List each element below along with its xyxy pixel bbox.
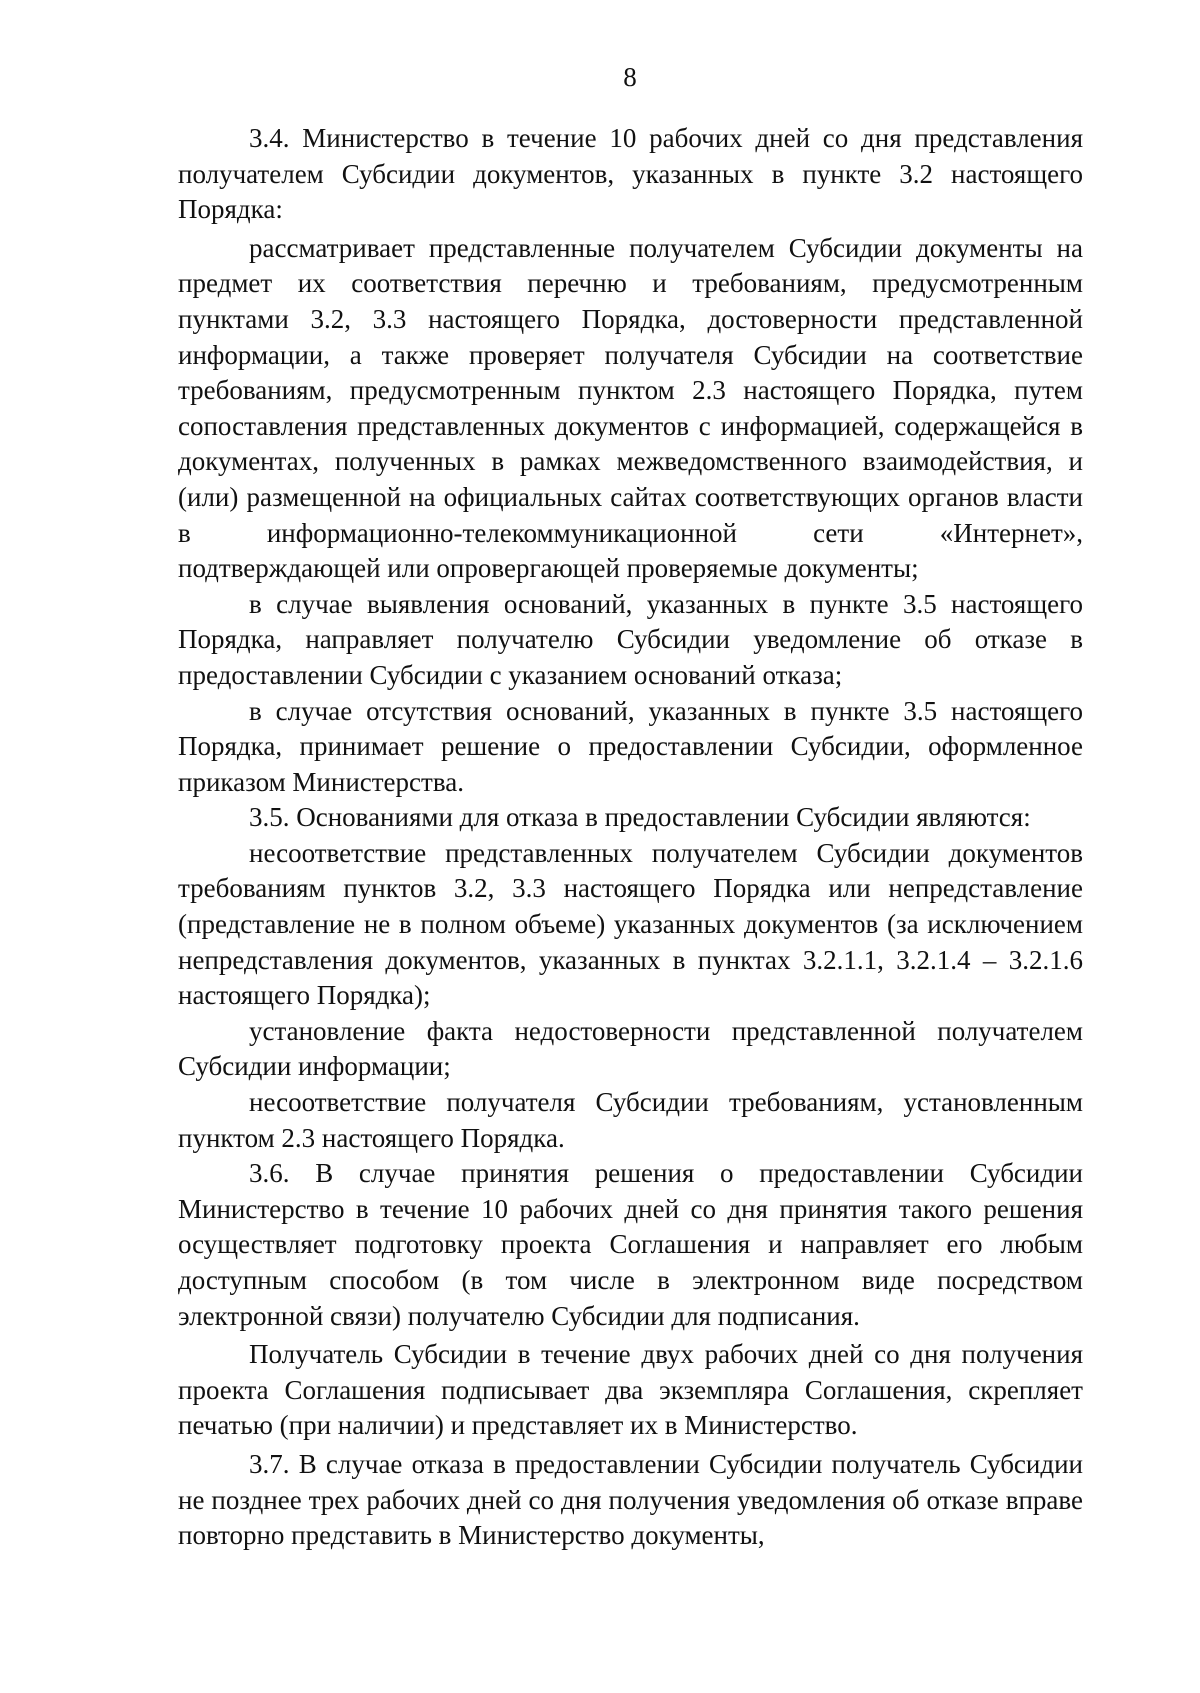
paragraph-review: рассматривает представленные получателем Субсидии документы на предмет их соответствия перечню и требованиям, предусмотренным пунктами 3.2, 3.3 настоящего Порядка, достоверности представленной информации, а также проверяет получателя Субсидии на соответствие требованиям, предусмотренным пунктом 2.3 настоящего Порядка, путем сопоставления представленных документов с информацией, содержащейся в документах, полученных в рамках межведомственного взаимодействия, и (или) размещенной на официальных сайтах соответствующих органов власти в информационно-телекоммуникационной сети «Интернет», подтверждающей или опровергающей проверяемые документы; [178,232,1083,584]
paragraph-3-5: 3.5. Основаниями для отказа в предоставлении Субсидии являются: [249,802,1031,833]
paragraph-false-info: установление факта недостоверности представленной получателем Субсидии информации; [178,1015,1083,1082]
paragraph-grant-decision: в случае отсутствия оснований, указанных в пункте 3.5 настоящего Порядка, принимает решение о предоставлении Субсидии, оформленное приказом Министерства. [178,695,1083,797]
paragraph-3-4: 3.4. Министерство в течение 10 рабочих дней со дня представления получателем Субсидии документов, указанных в пункте 3.2 настоящего Порядка: [178,123,1083,225]
paragraph-agreement-signing: Получатель Субсидии в течение двух рабочих дней со дня получения проекта Соглашения подписывает два экземпляра Соглашения, скрепляет печатью (при наличии) и представляет их в Министерство. [178,1339,1083,1441]
paragraph-nonconformity: несоответствие представленных получателем Субсидии документов требованиям пунктов 3.2, 3.3 настоящего Порядка или непредставление (представление не в полном объеме) указанных документов (за исключением непредставления документов, указанных в пунктах 3.2.1.1, 3.2.1.4 – 3.2.1.6 настоящего Порядка); [178,837,1083,1011]
paragraph-recipient-requirements: несоответствие получателя Субсидии требованиям, установленным пунктом 2.3 настоящего Порядка. [178,1087,1083,1153]
page-number: 8 [623,62,637,92]
paragraph-refusal-notice: в случае выявления оснований, указанных в пункте 3.5 настоящего Порядка, направляет получателю Субсидии уведомление об отказе в предоставлении Субсидии с указанием оснований отказа; [178,588,1083,690]
paragraph-3-6: 3.6. В случае принятия решения о предоставлении Субсидии Министерство в течение 10 рабочих дней со дня принятия такого решения осуществляет подготовку проекта Соглашения и направляет его любым доступным способом (в том числе в электронном виде посредством электронной связи) получателю Субсидии для подписания. [178,1158,1083,1331]
document-body [178,121,1083,1554]
paragraph-3-7: 3.7. В случае отказа в предоставлении Субсидии получатель Субсидии не позднее трех рабочих дней со дня получения уведомления об отказе вправе повторно представить в Министерство документы, [178,1448,1083,1551]
